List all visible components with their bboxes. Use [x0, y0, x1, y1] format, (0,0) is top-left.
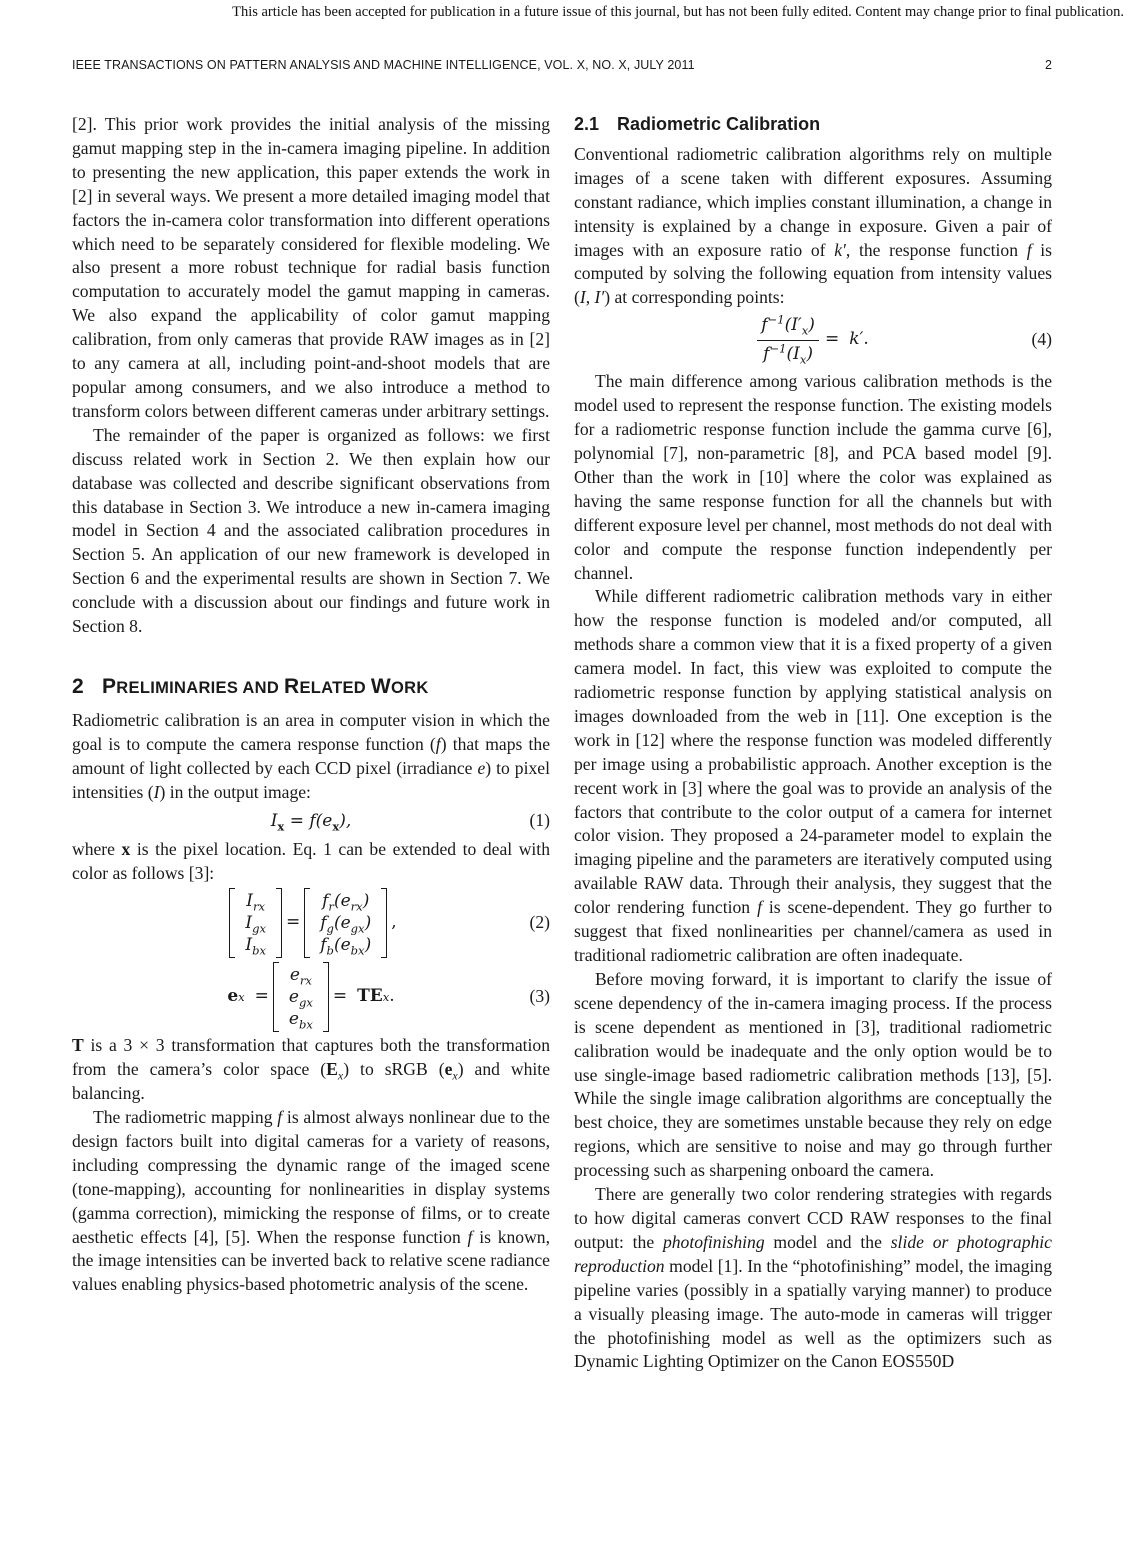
equation-number: (3) [529, 986, 550, 1007]
equation-4: $\frac{f^{-1}(I'_x)}{f^{-1}(I_x)}$ = k′ . (4) [574, 310, 1052, 370]
section-heading: 2 PRELIMINARIES AND RELATED WORK [72, 674, 429, 698]
left-column [72, 113, 550, 1297]
right-column [574, 113, 1052, 1374]
equation-2: $I_{rx}$ $I_{gx}$ $I_{bx}$ = $f_r(e_{rx})$ $f_g(e_{gx})$ $f_b(e_{bx})$ , (2) [72, 886, 550, 960]
paragraph: The radiometric mapping f is almost always nonlinear due to the design factors built into digital cameras for a variety of reasons, including compressing the dynamic range of the imaged scene (tone-mapping), accounting for nonlinearities in display systems (gamma correction), mimicking the response of films, or to create aesthetic effects [4], [5]. When the response function f is known, the image intensities can be inverted back to relative scene radiance values enabling physics-based photometric analysis of the scene. [72, 1107, 551, 1295]
equation-3: e x = $e_{rx}$ $e_{gx}$ $e_{bx}$ = TE x . (3) [72, 960, 550, 1034]
paragraph: The main difference among various calibration methods is the model used to represent the response function. The existing models for a radiometric response function include the gamma curve [6], polynomial [7], non-parametric [8], and PCA based model [9]. Other than the work in [10] where the color was explained as having the same response function for all the channels but with different exposure level per channel, most methods do not deal with color and compute the response function independently per channel. [574, 371, 1052, 583]
equation-1: $I_x = f(e_x)$, (1) [270, 810, 550, 833]
equation-number: (4) [1031, 329, 1052, 350]
publication-banner: This article has been accepted for publication in a future issue of this journal, but has not been fully edited. Content may change prior to final publication. [232, 4, 1124, 20]
paragraph: Conventional radiometric calibration algorithms rely on multiple images of a scene taken with different exposures. Assuming constant radiance, which implies constant illumination, a change in intensity is explained by a change in exposure. Given a pair of images with an exposure ratio of k′, the response function f is computed by solving the following equation from intensity values (I, I′) at corresponding points: [574, 143, 1052, 308]
subsection-heading: 2.1 Radiometric Calibration [574, 114, 821, 134]
paragraph: T is a 3 × 3 transformation that captures both the transformation from the camera’s color space $(E_x)$ to sRGB $(e_x)$ and white balancing. [72, 1035, 550, 1104]
paragraph: The remainder of the paper is organized as follows: we first discuss related work in Section 2. We then explain how our database was collected and describe significant observations from this database in Section 3. We introduce a new in-camera imaging model in Section 4 and the associated calibration procedures in Section 5. An application of our new framework is developed in Section 6 and the experimental results are shown in Section 7. We conclude with a discussion about our findings and future work in Section 8. [72, 424, 550, 637]
journal-title: IEEE TRANSACTIONS ON PATTERN ANALYSIS AND MACHINE INTELLIGENCE, VOL. X, NO. X, JULY 2011 [72, 58, 695, 72]
equation-number: (2) [529, 912, 550, 933]
paragraph: While different radiometric calibration methods vary in either how the response function is modeled and/or computed, all methods share a common view that it is a fixed property of a given camera model. In fact, this view was exploited to compute the radiometric response function by applying statistical analysis on images downloaded from the web in [11]. One exception is the work in [12] where the response function was modeled differently per image using a probabilistic approach. Another exception is the recent work in [3] where the goal was to provide an analysis of the factors that contribute to the color output of a camera for internet color vision. They proposed a 24-parameter model to explain the imaging pipeline and the parameters are iteratively computed using available RAW data. Through their analysis, they suggest that the color rendering function f is scene-dependent. They go further to suggest that fixed nonlinearities per channel/camera as used in traditional radiometric calibration are often inadequate. [574, 586, 1053, 965]
running-head [72, 58, 1052, 72]
paragraph: [2]. This prior work provides the initial analysis of the missing gamut mapping step in the in-camera imaging pipeline. In addition to presenting the new application, this paper extends the work in [2] in several ways. We present a more detailed imaging model that factors the in-camera color transformation into different operations which need to be separately considered for flexible modeling. We also present a more robust technique for radial basis function computation to accurately model the gamut mapping in cameras. We also expand the applicability of color gamut mapping calibration, from only cameras that provide RAW images as in [2] to any camera at all, including point-and-shoot models that are popular among consumers, and we also introduce a method to transform colors between different cameras under arbitrary settings. [72, 114, 550, 421]
paragraph: where x is the pixel location. Eq. 1 can be extended to deal with color as follows [3]: [72, 839, 550, 884]
page-number: 2 [1044, 58, 1052, 72]
paragraph: Radiometric calibration is an area in computer vision in which the goal is to compute the camera response function (f) that maps the amount of light collected by each CCD pixel (irradiance e) to pixel intensities (I) in the output image: [72, 709, 550, 802]
equation-number: (1) [529, 810, 550, 831]
paragraph: There are generally two color rendering strategies with regards to how digital cameras convert CCD RAW responses to the final output: the photofinishing model and the slide or photographic reproduction model [1]. In the “photofinishing” model, the imaging pipeline varies (possibly in a spatially varying manner) to produce a visually pleasing image. The auto-mode in cameras will trigger the photofinishing model as well as the optimizers such as Dynamic Lighting Optimizer on the Canon EOS550D [574, 1184, 1052, 1372]
paragraph: Before moving forward, it is important to clarify the issue of scene dependency of the in-camera imaging process. If the process is scene dependent as mentioned in [3], traditional radiometric calibration would be inadequate and the only option would be to use single-image based radiometric calibration methods [13], [5]. While the single image calibration algorithms are conceptually the best choice, they are sometimes unstable because they rely on edge regions, which are sensitive to noise and may go through further processing such as sharpening onboard the camera. [574, 968, 1052, 1181]
